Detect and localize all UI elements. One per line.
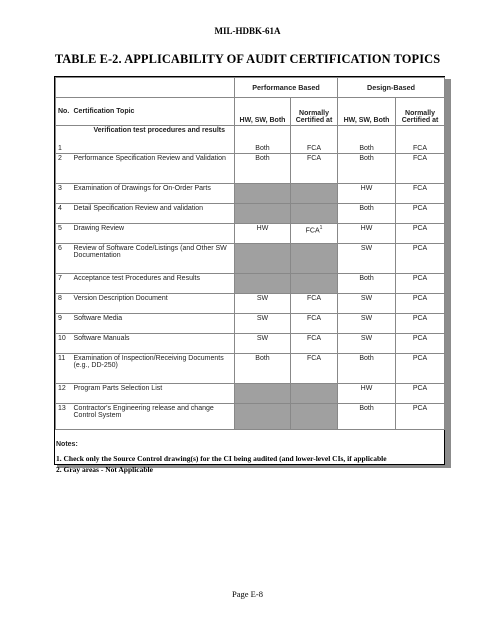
table-row: [56, 354, 445, 384]
cell-p-cert: FCA: [291, 314, 338, 334]
row-number: 4: [56, 204, 72, 224]
row-number: 8: [56, 294, 72, 314]
cell-d-hw: HW: [338, 384, 396, 404]
cell-p-cert: FCA: [291, 334, 338, 354]
cell-p-cert: [291, 274, 338, 294]
notes-list: [56, 453, 442, 475]
cell-p-hw: Both: [235, 154, 291, 184]
cell-p-hw: [235, 274, 291, 294]
cell-d-cert: PCA: [396, 384, 445, 404]
row-topic: Examination of Inspection/Receiving Documents (e.g., DD-250): [72, 354, 235, 384]
table-row: [56, 204, 445, 224]
cell-d-hw: Both: [338, 274, 396, 294]
table-row: [56, 274, 445, 294]
cell-d-hw: HW: [338, 224, 396, 244]
col-design-hw-header: HW, SW, Both: [338, 98, 396, 126]
cell-p-hw: Both: [235, 354, 291, 384]
cell-d-hw: SW: [338, 244, 396, 274]
cell-p-cert: FCA: [291, 354, 338, 384]
col-topic-header: Certification Topic: [72, 98, 235, 126]
group-header-row: [56, 78, 445, 98]
row-number: 6: [56, 244, 72, 274]
row-number: 11: [56, 354, 72, 384]
cell-d-cert: PCA: [396, 294, 445, 314]
cell-d-hw: HW: [338, 184, 396, 204]
row-topic: Review of Software Code/Listings (and Other SW Documentation: [72, 244, 235, 274]
cell-d-cert: FCA: [396, 154, 445, 184]
cell-d-cert: PCA: [396, 224, 445, 244]
table-row: [56, 314, 445, 334]
table-title: TABLE E-2. APPLICABILITY OF AUDIT CERTIFICATION TOPICS: [54, 52, 441, 66]
cell-d-cert: PCA: [396, 354, 445, 384]
col-no-header: No.: [56, 98, 72, 126]
row-number: 13: [56, 404, 72, 430]
row-number: 1: [56, 126, 72, 154]
row-number: 12: [56, 384, 72, 404]
notes-label: Notes:: [56, 441, 78, 448]
row-topic: Program Parts Selection List: [72, 384, 235, 404]
col-perf-hw-header: HW, SW, Both: [235, 98, 291, 126]
performance-based-header: Performance Based: [235, 78, 338, 98]
cell-d-cert: FCA: [396, 184, 445, 204]
note-item-2: 2. Gray areas - Not Applicable: [56, 465, 153, 474]
cell-p-cert: FCA: [291, 154, 338, 184]
cell-d-hw: Both: [338, 126, 396, 154]
cell-p-cert: FCA: [291, 126, 338, 154]
cell-d-hw: Both: [338, 154, 396, 184]
row-number: 2: [56, 154, 72, 184]
design-based-header: Design-Based: [338, 78, 445, 98]
cell-p-cert: [291, 404, 338, 430]
row-topic: Detail Specification Review and validation: [72, 204, 235, 224]
row-topic: Examination of Drawings for On-Order Parts: [72, 184, 235, 204]
cell-d-hw: Both: [338, 204, 396, 224]
column-header-row: [56, 98, 445, 126]
cell-p-cert: FCA: [291, 294, 338, 314]
cell-p-hw: SW: [235, 334, 291, 354]
certification-table: [55, 77, 445, 430]
row-number: 9: [56, 314, 72, 334]
note-item-1: 1. Check only the Source Control drawing(s) for the CI being audited (and lower-level CIs, if applicable: [56, 454, 387, 463]
cell-d-cert: PCA: [396, 404, 445, 430]
row-topic: Software Media: [72, 314, 235, 334]
row-topic: Verification test procedures and results: [72, 126, 235, 154]
note-reference-marker: 1: [319, 225, 323, 231]
cell-p-hw: [235, 184, 291, 204]
table-row: [56, 404, 445, 430]
col-design-cert-header: Normally Certified at: [396, 98, 445, 126]
table-row: [56, 244, 445, 274]
cell-d-cert: PCA: [396, 204, 445, 224]
row-number: 5: [56, 224, 72, 244]
row-topic: Software Manuals: [72, 334, 235, 354]
cell-d-hw: SW: [338, 334, 396, 354]
cell-d-cert: PCA: [396, 314, 445, 334]
cell-p-hw: HW: [235, 224, 291, 244]
cell-d-cert: PCA: [396, 244, 445, 274]
table-body: [56, 126, 445, 430]
table-row: [56, 294, 445, 314]
cell-d-hw: SW: [338, 294, 396, 314]
cell-p-hw: SW: [235, 294, 291, 314]
certification-table-box: [54, 76, 445, 465]
cell-p-hw: [235, 404, 291, 430]
row-number: 10: [56, 334, 72, 354]
document-header: MIL-HDBK-61A: [214, 26, 281, 36]
cell-p-cert: [291, 244, 338, 274]
row-topic: Acceptance test Procedures and Results: [72, 274, 235, 294]
table-row: [56, 126, 445, 154]
cell-p-hw: [235, 204, 291, 224]
cell-p-hw: SW: [235, 314, 291, 334]
row-number: 7: [56, 274, 72, 294]
cell-p-cert: [291, 204, 338, 224]
col-perf-cert-header: Normally Certified at: [291, 98, 338, 126]
row-number: 3: [56, 184, 72, 204]
cell-d-hw: Both: [338, 354, 396, 384]
page-number: Page E-8: [232, 589, 263, 599]
cell-p-cert: [291, 184, 338, 204]
table-row: [56, 184, 445, 204]
row-topic: Version Description Document: [72, 294, 235, 314]
cell-d-cert: PCA: [396, 334, 445, 354]
cell-p-hw: [235, 244, 291, 274]
cell-p-hw: Both: [235, 126, 291, 154]
cell-d-hw: SW: [338, 314, 396, 334]
table-row: [56, 154, 445, 184]
cell-d-cert: FCA: [396, 126, 445, 154]
row-topic: Contractor's Engineering release and change Control System: [72, 404, 235, 430]
cell-d-cert: PCA: [396, 274, 445, 294]
cell-p-cert: [291, 384, 338, 404]
cell-p-cert: FCA$^1$: [291, 224, 338, 244]
row-topic: Drawing Review: [72, 224, 235, 244]
row-topic: Performance Specification Review and Validation: [72, 154, 235, 184]
table-row: [56, 334, 445, 354]
table-row: [56, 224, 445, 244]
cell-p-hw: [235, 384, 291, 404]
cell-d-hw: Both: [338, 404, 396, 430]
table-row: [56, 384, 445, 404]
